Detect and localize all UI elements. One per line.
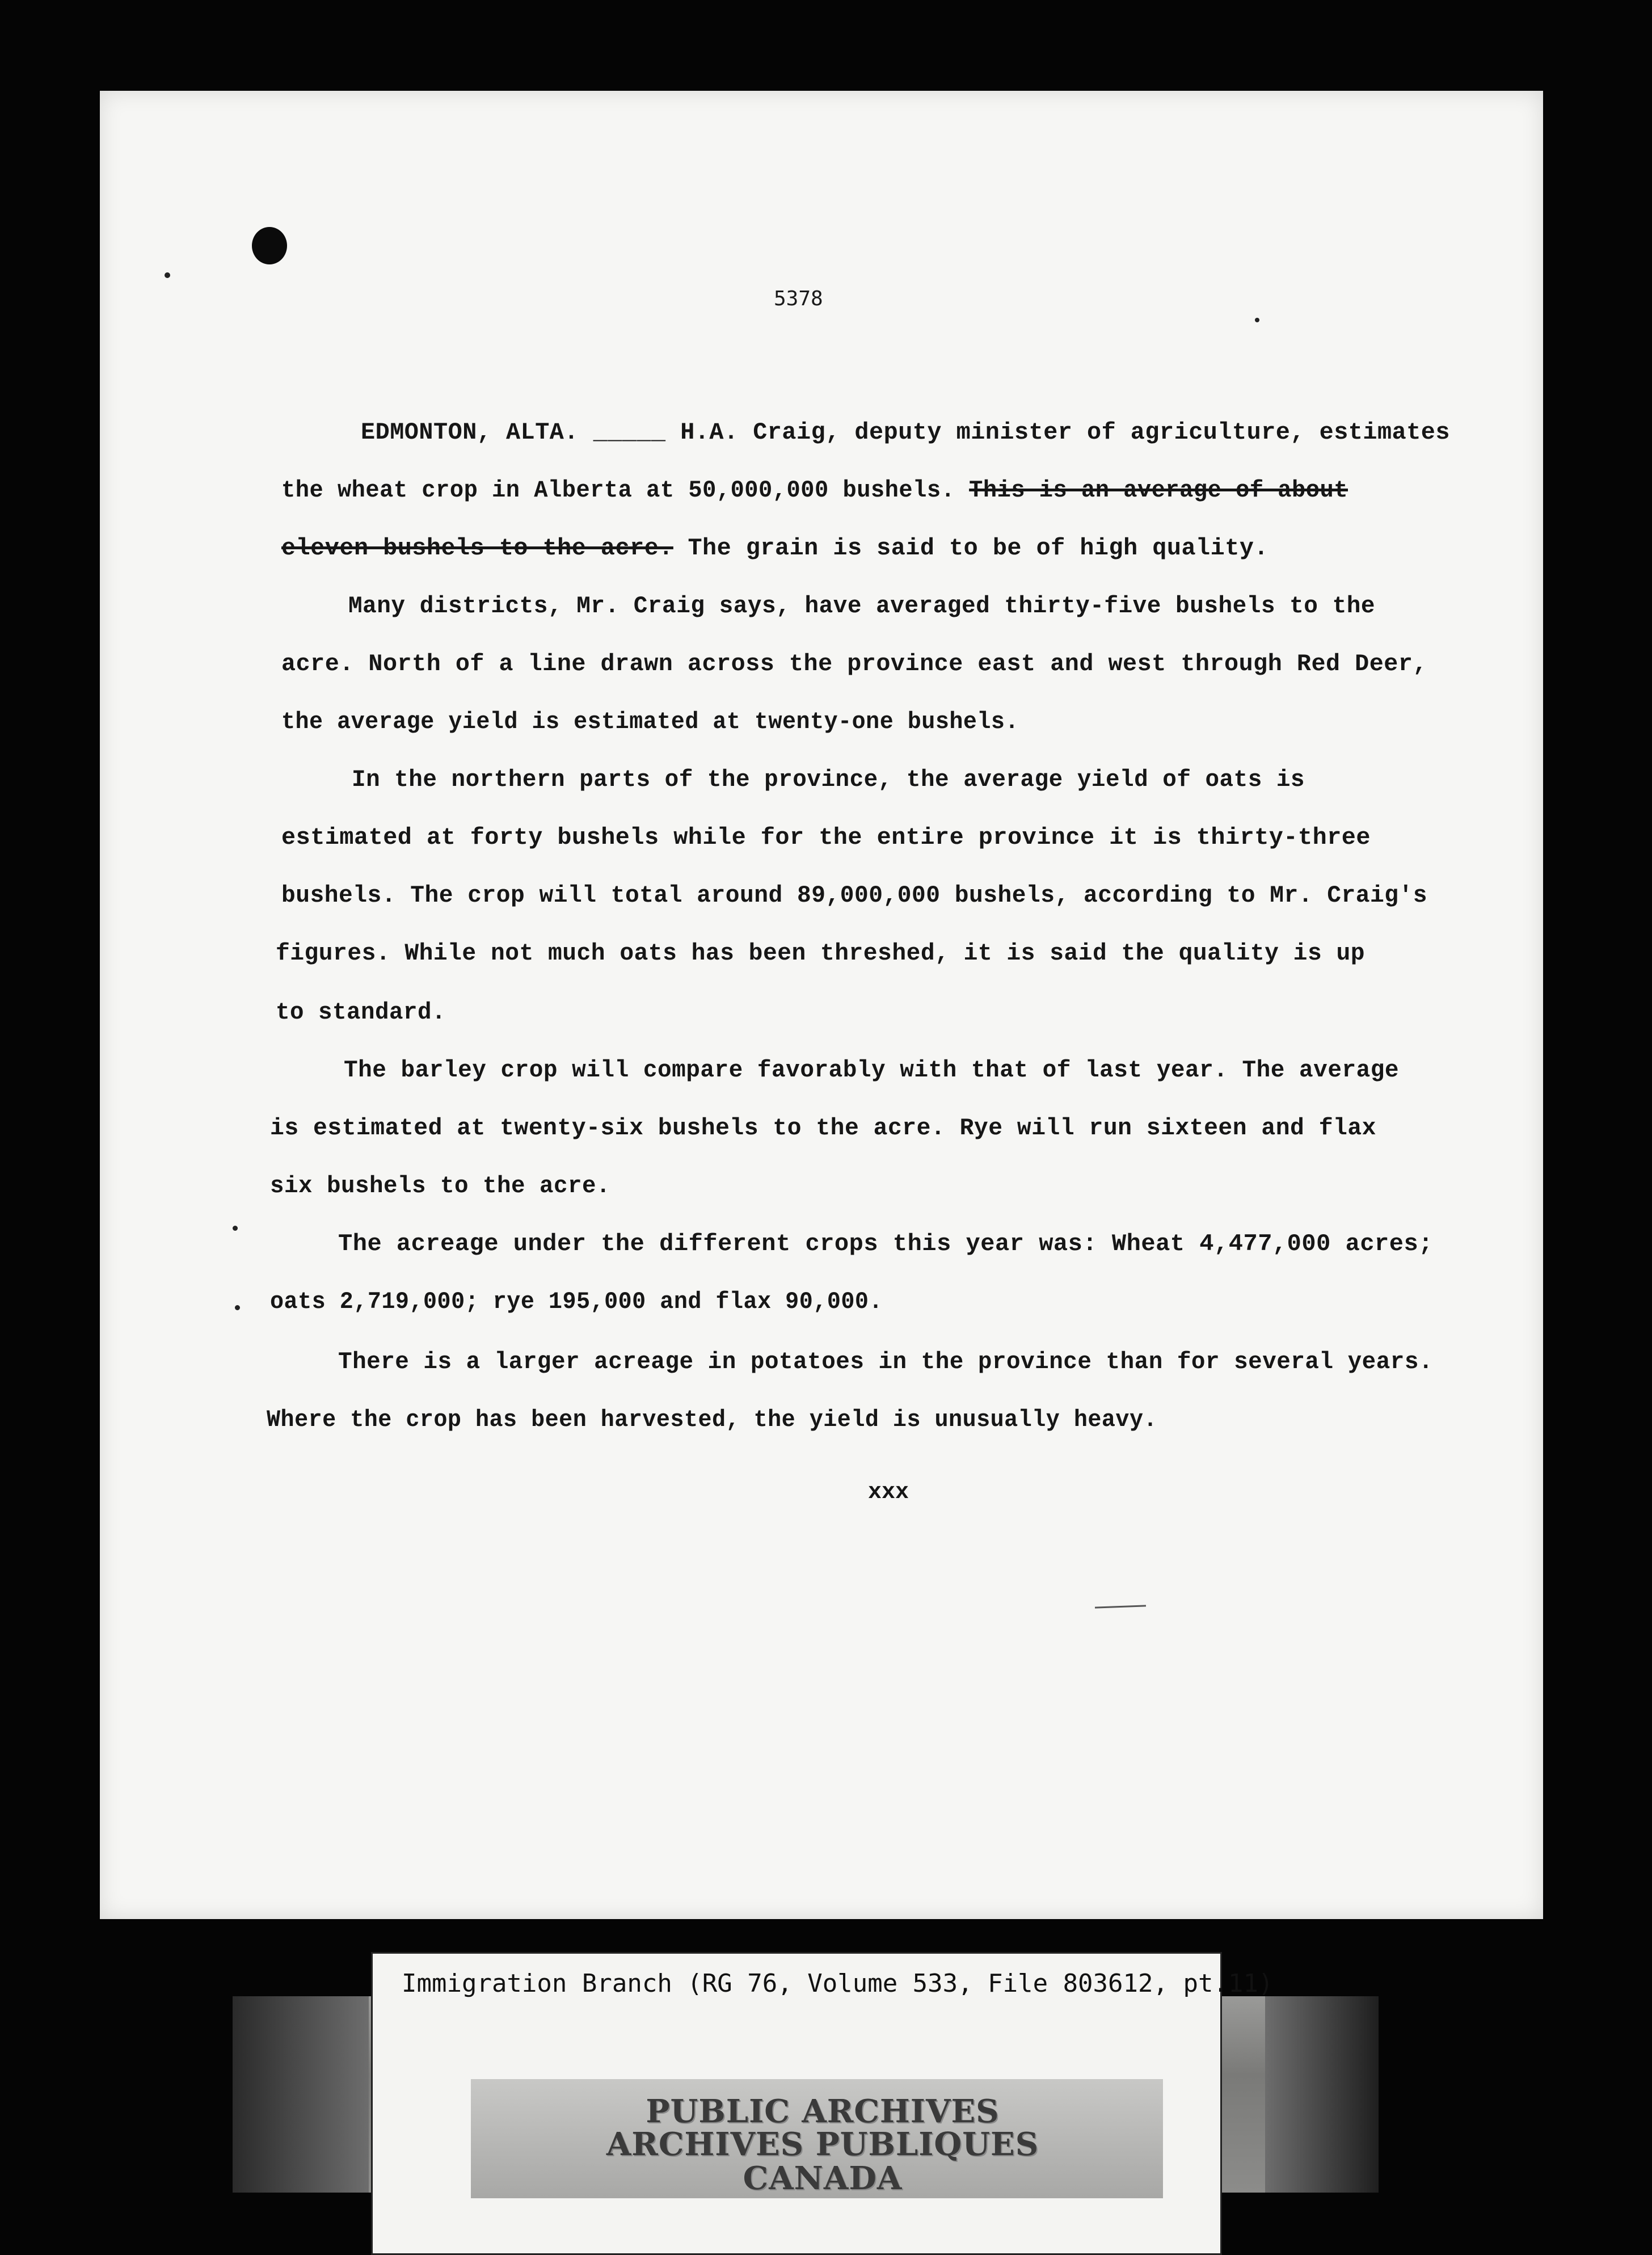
dust-speck [165, 272, 170, 278]
text-line [352, 766, 1305, 793]
text-segment: is estimated at twenty-six bushels to the acre. Rye will run sixteen and flax [270, 1114, 1376, 1142]
text-segment: The barley crop will compare favorably with that of last year. The average [344, 1057, 1399, 1084]
text-segment: to standard. [276, 999, 446, 1026]
text-line [270, 1114, 1376, 1142]
struck-text: This is an average of about [969, 477, 1348, 504]
dust-speck [233, 1226, 238, 1231]
struck-text: eleven bushels to the acre. [281, 535, 673, 562]
text-line [270, 1288, 883, 1315]
text-segment: In the northern parts of the province, the average yield of oats is [352, 766, 1305, 793]
text-line [338, 1348, 1433, 1375]
dust-speck [235, 1305, 240, 1310]
text-segment: six bushels to the acre. [270, 1172, 610, 1200]
archive-reference: Immigration Branch (RG 76, Volume 533, File 803612, pt.11) [402, 1969, 1274, 1998]
archive-stamp-line: ARCHIVES PUBLIQUES [606, 2126, 1039, 2163]
text-line [276, 999, 446, 1026]
end-mark: xxx [868, 1480, 909, 1505]
text-segment: There is a larger acreage in potatoes in the province than for several years. [338, 1348, 1433, 1375]
text-segment: estimated at forty bushels while for the entire province it is thirty-three [281, 824, 1371, 851]
text-segment: oats 2,719,000; rye 195,000 and flax 90,000. [270, 1288, 883, 1315]
text-line [281, 824, 1371, 851]
archive-stamp-line: PUBLIC ARCHIVES [646, 2093, 1000, 2130]
text-segment: the average yield is estimated at twenty-one bushels. [281, 708, 1019, 735]
text-line [281, 650, 1427, 678]
text-segment: figures. While not much oats has been threshed, it is said the quality is up [276, 940, 1365, 967]
dust-speck [1255, 318, 1259, 322]
text-line [281, 535, 1268, 562]
page-number: 5378 [774, 287, 823, 310]
text-line [281, 882, 1427, 909]
text-line [338, 1230, 1433, 1257]
film-edge-left [233, 1996, 369, 2193]
text-line [361, 419, 1450, 446]
text-segment: Where the crop has been harvested, the yield is unusually heavy. [267, 1406, 1157, 1433]
text-segment: The grain is said to be of high quality. [673, 535, 1268, 562]
text-segment: bushels. The crop will total around 89,000,000 bushels, according to Mr. Craig's [281, 882, 1427, 909]
text-line [267, 1406, 1157, 1433]
text-line [344, 1057, 1399, 1084]
film-edge-right [1265, 1996, 1379, 2193]
punch-hole [252, 227, 287, 264]
text-segment: EDMONTON, ALTA. _____ H.A. Craig, deputy minister of agriculture, estimates [361, 419, 1450, 446]
text-segment: the wheat crop in Alberta at 50,000,000 bushels. [281, 477, 970, 504]
text-line [281, 477, 1348, 504]
text-segment: The acreage under the different crops this year was: Wheat 4,477,000 acres; [338, 1230, 1433, 1257]
archive-stamp-line: CANADA [743, 2160, 903, 2197]
text-line [281, 708, 1019, 735]
text-segment: acre. North of a line drawn across the province east and west through Red Deer, [281, 650, 1427, 678]
text-line [348, 592, 1375, 620]
text-line [276, 940, 1365, 967]
text-line [270, 1172, 610, 1200]
text-segment: Many districts, Mr. Craig says, have averaged thirty-five bushels to the [348, 592, 1375, 620]
